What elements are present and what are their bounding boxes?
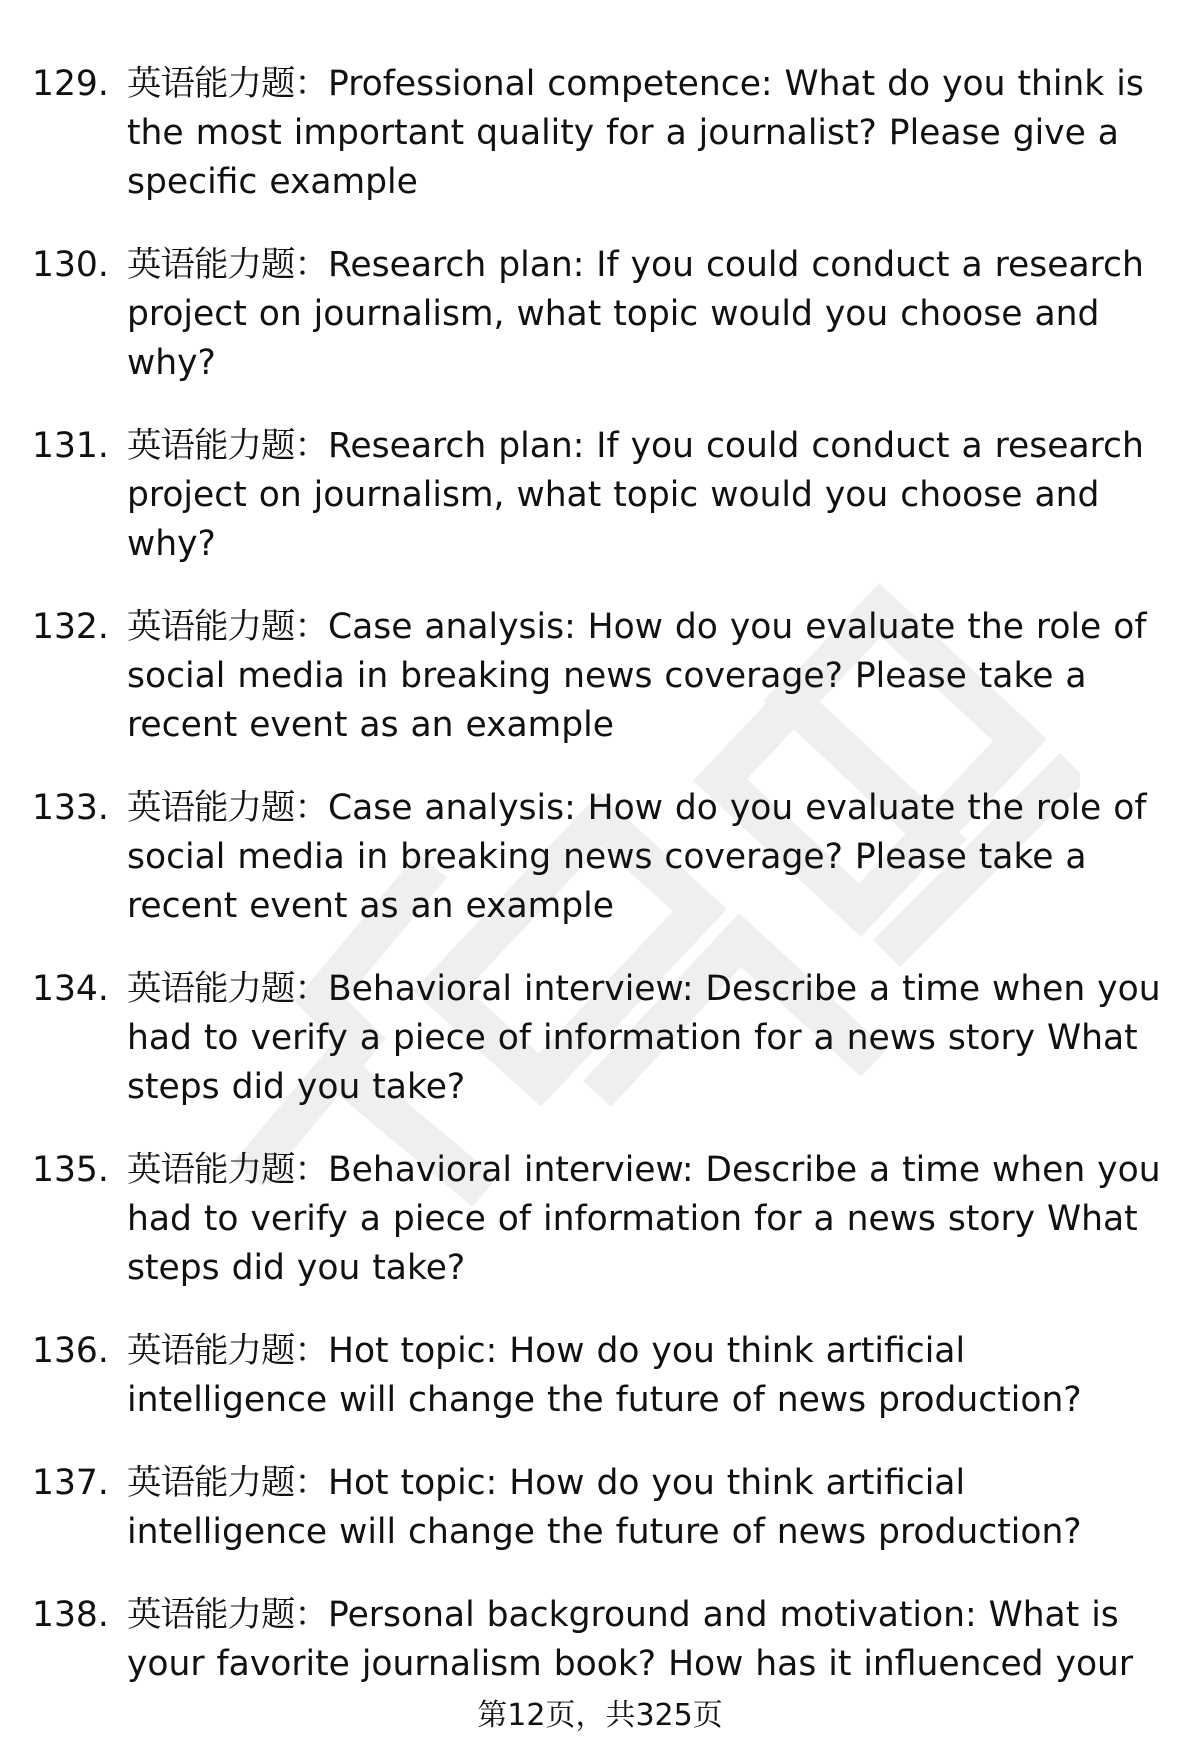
question-text: Case analysis: How do you evaluate the role of social media in breaking news coverage? Please take a recent event as an example xyxy=(127,607,1147,745)
question-body xyxy=(127,1146,1172,1293)
question-number: 130. xyxy=(32,245,109,285)
question-text: Hot topic: How do you think artificial intelligence will change the future of news production? xyxy=(127,1331,1082,1420)
question-category-label: 英语能力题： xyxy=(127,1463,328,1503)
question-text: Behavioral interview: Describe a time when you had to verify a piece of information for a news story What steps did you take? xyxy=(127,1150,1161,1288)
question-category-label: 英语能力题： xyxy=(127,607,328,647)
question-number: 131. xyxy=(32,426,109,466)
question-number: 137. xyxy=(32,1463,109,1503)
question-item xyxy=(32,1459,1172,1557)
question-item xyxy=(32,241,1172,388)
question-item xyxy=(32,1146,1172,1293)
question-body xyxy=(127,241,1172,388)
question-body xyxy=(127,965,1172,1112)
question-number: 134. xyxy=(32,969,109,1009)
question-number: 135. xyxy=(32,1150,109,1190)
question-body xyxy=(127,1591,1172,1689)
question-text: Case analysis: How do you evaluate the role of social media in breaking news coverage? Please take a recent event as an example xyxy=(127,788,1147,926)
question-text: Research plan: If you could conduct a research project on journalism, what topic would you choose and why? xyxy=(127,245,1144,383)
question-number: 138. xyxy=(32,1595,109,1635)
page-number-footer: 第12页，共325页 xyxy=(477,1698,723,1733)
question-number: 132. xyxy=(32,607,109,647)
question-body xyxy=(127,1327,1172,1425)
question-category-label: 英语能力题： xyxy=(127,788,328,828)
question-number: 133. xyxy=(32,788,109,828)
question-text: Professional competence: What do you think is the most important quality for a journalist? Please give a specific example xyxy=(127,64,1144,202)
question-item xyxy=(32,965,1172,1112)
question-body xyxy=(127,603,1172,750)
question-body xyxy=(127,784,1172,931)
question-number: 129. xyxy=(32,64,109,104)
question-text: Hot topic: How do you think artificial intelligence will change the future of news production? xyxy=(127,1463,1082,1552)
question-text: Research plan: If you could conduct a research project on journalism, what topic would you choose and why? xyxy=(127,426,1144,564)
question-body xyxy=(127,422,1172,569)
question-item xyxy=(32,784,1172,931)
question-category-label: 英语能力题： xyxy=(127,1331,328,1371)
question-category-label: 英语能力题： xyxy=(127,245,328,285)
question-number: 136. xyxy=(32,1331,109,1371)
question-item xyxy=(32,603,1172,750)
question-category-label: 英语能力题： xyxy=(127,1595,328,1635)
question-list xyxy=(32,60,1172,1689)
question-item xyxy=(32,1327,1172,1425)
question-category-label: 英语能力题： xyxy=(127,1150,328,1190)
question-item xyxy=(32,1591,1172,1689)
question-category-label: 英语能力题： xyxy=(127,64,328,104)
question-body xyxy=(127,60,1172,207)
question-text: Behavioral interview: Describe a time when you had to verify a piece of information for a news story What steps did you take? xyxy=(127,969,1161,1107)
question-text: Personal background and motivation: What is your favorite journalism book? How has it influenced your xyxy=(127,1595,1134,1684)
question-item xyxy=(32,422,1172,569)
question-category-label: 英语能力题： xyxy=(127,969,328,1009)
question-item xyxy=(32,60,1172,207)
question-body xyxy=(127,1459,1172,1557)
question-category-label: 英语能力题： xyxy=(127,426,328,466)
